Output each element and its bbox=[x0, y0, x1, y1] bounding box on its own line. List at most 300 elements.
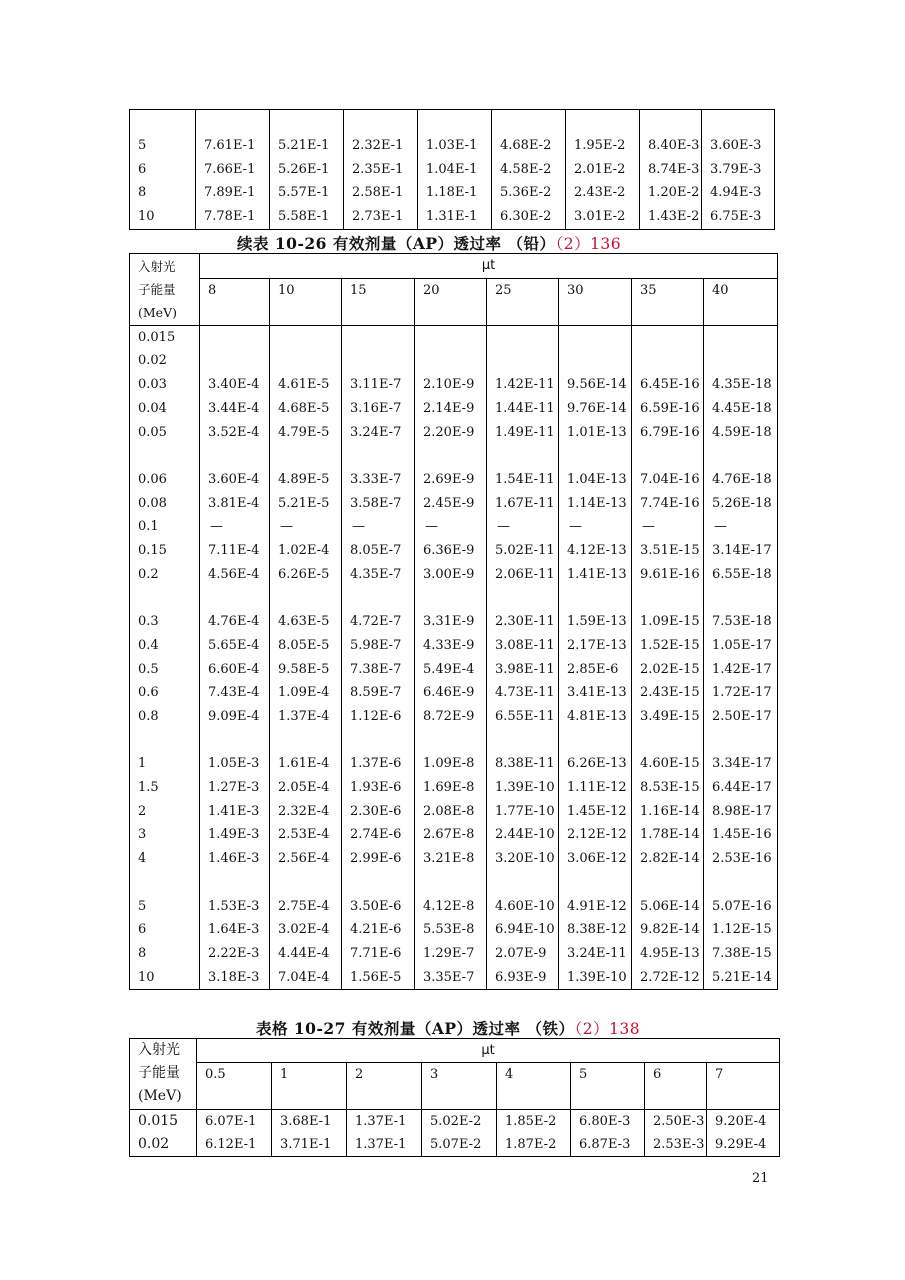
value-cell: 3.21E-8 bbox=[415, 847, 487, 871]
value-cell: 7.04E-4 bbox=[270, 966, 342, 990]
table-row bbox=[130, 563, 778, 587]
value-cell: 1.18E-1 bbox=[418, 181, 492, 205]
value-cell: 4.35E-7 bbox=[342, 563, 415, 587]
value-cell: 9.20E-4 bbox=[707, 1110, 780, 1134]
value-cell bbox=[559, 349, 632, 373]
value-cell: 3.35E-7 bbox=[415, 966, 487, 990]
value-cell: 3.60E-4 bbox=[200, 468, 270, 492]
column-header: 35 bbox=[632, 278, 704, 325]
value-cell bbox=[270, 325, 342, 349]
value-cell: 6.46E-9 bbox=[415, 681, 487, 705]
value-cell: 2.30E-11 bbox=[487, 610, 559, 634]
column-header: 4 bbox=[497, 1063, 571, 1110]
value-cell: 4.21E-6 bbox=[342, 918, 415, 942]
value-cell: 2.35E-1 bbox=[344, 158, 418, 182]
lead-transmission-table bbox=[129, 253, 778, 990]
value-cell: 9.58E-5 bbox=[270, 658, 342, 682]
value-cell: 4.35E-18 bbox=[704, 373, 778, 397]
value-cell: 1.49E-11 bbox=[487, 421, 559, 445]
value-cell: 1.09E-8 bbox=[415, 752, 487, 776]
value-cell: 6.12E-1 bbox=[197, 1133, 272, 1157]
table-row bbox=[130, 205, 775, 229]
value-cell: 1.77E-10 bbox=[487, 800, 559, 824]
value-cell bbox=[270, 349, 342, 373]
value-cell bbox=[415, 349, 487, 373]
value-cell: 4.12E-13 bbox=[559, 539, 632, 563]
value-cell: 2.07E-9 bbox=[487, 942, 559, 966]
table-10-26 bbox=[129, 253, 778, 990]
value-cell: 3.68E-1 bbox=[272, 1110, 347, 1134]
value-cell: 8.53E-15 bbox=[632, 776, 704, 800]
column-header: 6 bbox=[645, 1063, 707, 1110]
table-continued bbox=[129, 109, 775, 230]
table-10-27 bbox=[129, 1038, 780, 1157]
value-cell: 1.37E-1 bbox=[347, 1110, 422, 1134]
value-cell: 3.40E-4 bbox=[200, 373, 270, 397]
energy-cell: 0.04 bbox=[130, 397, 200, 421]
row-header-cell bbox=[130, 254, 200, 326]
value-cell: — bbox=[704, 515, 778, 539]
table-row bbox=[130, 181, 775, 205]
value-cell: 8.05E-7 bbox=[342, 539, 415, 563]
value-cell: — bbox=[415, 515, 487, 539]
value-cell: 2.50E-3 bbox=[645, 1110, 707, 1134]
table-row bbox=[130, 942, 778, 966]
value-cell: 1.67E-11 bbox=[487, 492, 559, 516]
column-header-row bbox=[130, 278, 778, 325]
value-cell: 3.24E-11 bbox=[559, 942, 632, 966]
value-cell: 5.58E-1 bbox=[270, 205, 344, 229]
value-cell: 3.49E-15 bbox=[632, 705, 704, 729]
value-cell: 3.51E-15 bbox=[632, 539, 704, 563]
table-row bbox=[130, 1110, 780, 1134]
group-spacer bbox=[130, 444, 778, 468]
value-cell: 8.98E-17 bbox=[704, 800, 778, 824]
value-cell: 5.49E-4 bbox=[415, 658, 487, 682]
value-cell: 3.81E-4 bbox=[200, 492, 270, 516]
value-cell: 2.73E-1 bbox=[344, 205, 418, 229]
value-cell: 1.11E-12 bbox=[559, 776, 632, 800]
row-header-line: (MeV) bbox=[138, 1088, 182, 1104]
value-cell: 1.56E-5 bbox=[342, 966, 415, 990]
value-cell: 6.80E-3 bbox=[571, 1110, 645, 1134]
energy-cell: 10 bbox=[130, 966, 200, 990]
value-cell bbox=[415, 325, 487, 349]
value-cell: 3.08E-11 bbox=[487, 634, 559, 658]
value-cell: 2.22E-3 bbox=[200, 942, 270, 966]
energy-cell: 1.5 bbox=[130, 776, 200, 800]
value-cell: 2.75E-4 bbox=[270, 895, 342, 919]
table-row bbox=[130, 776, 778, 800]
value-cell: 8.72E-9 bbox=[415, 705, 487, 729]
value-cell: 6.36E-9 bbox=[415, 539, 487, 563]
value-cell: 3.44E-4 bbox=[200, 397, 270, 421]
header-row bbox=[130, 1039, 780, 1063]
value-cell: 9.61E-16 bbox=[632, 563, 704, 587]
value-cell: 1.09E-4 bbox=[270, 681, 342, 705]
energy-cell: 5 bbox=[130, 134, 196, 158]
value-cell: 6.94E-10 bbox=[487, 918, 559, 942]
value-cell: 5.98E-7 bbox=[342, 634, 415, 658]
value-cell: 4.59E-18 bbox=[704, 421, 778, 445]
value-cell: — bbox=[342, 515, 415, 539]
column-header: 25 bbox=[487, 278, 559, 325]
value-cell: 6.87E-3 bbox=[571, 1133, 645, 1157]
table-row bbox=[130, 468, 778, 492]
value-cell: 4.68E-2 bbox=[492, 134, 566, 158]
value-cell bbox=[487, 349, 559, 373]
group-spacer bbox=[130, 871, 778, 895]
value-cell: 4.91E-12 bbox=[559, 895, 632, 919]
column-header: 15 bbox=[342, 278, 415, 325]
table-row bbox=[130, 158, 775, 182]
table-row bbox=[130, 134, 775, 158]
value-cell: 1.01E-13 bbox=[559, 421, 632, 445]
table-row bbox=[130, 918, 778, 942]
value-cell: 2.53E-4 bbox=[270, 823, 342, 847]
energy-cell: 6 bbox=[130, 918, 200, 942]
value-cell: 6.26E-13 bbox=[559, 752, 632, 776]
value-cell: 2.20E-9 bbox=[415, 421, 487, 445]
value-cell: 3.02E-4 bbox=[270, 918, 342, 942]
energy-cell: 0.2 bbox=[130, 563, 200, 587]
value-cell: 3.50E-6 bbox=[342, 895, 415, 919]
value-cell: 1.93E-6 bbox=[342, 776, 415, 800]
table-row bbox=[130, 421, 778, 445]
table-10-26-caption bbox=[237, 232, 621, 254]
value-cell: 2.17E-13 bbox=[559, 634, 632, 658]
value-cell: 6.60E-4 bbox=[200, 658, 270, 682]
value-cell: 1.52E-15 bbox=[632, 634, 704, 658]
energy-cell: 0.8 bbox=[130, 705, 200, 729]
value-cell: 3.41E-13 bbox=[559, 681, 632, 705]
value-cell: 6.93E-9 bbox=[487, 966, 559, 990]
energy-cell: 8 bbox=[130, 942, 200, 966]
mu-t-header: μt bbox=[200, 254, 778, 279]
page-number: 21 bbox=[752, 1171, 769, 1186]
group-spacer bbox=[130, 586, 778, 610]
column-header: 20 bbox=[415, 278, 487, 325]
value-cell: 1.05E-17 bbox=[704, 634, 778, 658]
value-cell: 1.20E-2 bbox=[640, 181, 702, 205]
value-cell: 5.26E-1 bbox=[270, 158, 344, 182]
value-cell: 4.63E-5 bbox=[270, 610, 342, 634]
value-cell: 4.56E-4 bbox=[200, 563, 270, 587]
value-cell: 4.68E-5 bbox=[270, 397, 342, 421]
energy-cell: 8 bbox=[130, 181, 196, 205]
energy-cell: 0.02 bbox=[130, 1133, 197, 1157]
value-cell: 3.31E-9 bbox=[415, 610, 487, 634]
column-header-row bbox=[130, 1063, 780, 1110]
value-cell: 1.41E-3 bbox=[200, 800, 270, 824]
value-cell: 2.12E-12 bbox=[559, 823, 632, 847]
value-cell: 5.02E-11 bbox=[487, 539, 559, 563]
value-cell: 3.58E-7 bbox=[342, 492, 415, 516]
table-row bbox=[130, 966, 778, 990]
value-cell bbox=[704, 325, 778, 349]
value-cell: 5.06E-14 bbox=[632, 895, 704, 919]
value-cell: 3.00E-9 bbox=[415, 563, 487, 587]
value-cell: 9.76E-14 bbox=[559, 397, 632, 421]
value-cell: 7.78E-1 bbox=[196, 205, 270, 229]
value-cell: 3.18E-3 bbox=[200, 966, 270, 990]
energy-cell: 4 bbox=[130, 847, 200, 871]
value-cell: — bbox=[487, 515, 559, 539]
value-cell: 2.72E-12 bbox=[632, 966, 704, 990]
energy-cell: 0.5 bbox=[130, 658, 200, 682]
value-cell: 2.30E-6 bbox=[342, 800, 415, 824]
value-cell: 6.44E-17 bbox=[704, 776, 778, 800]
value-cell: — bbox=[200, 515, 270, 539]
value-cell: 2.43E-2 bbox=[566, 181, 640, 205]
value-cell: 1.04E-13 bbox=[559, 468, 632, 492]
table-row bbox=[130, 634, 778, 658]
value-cell: 1.42E-11 bbox=[487, 373, 559, 397]
value-cell: 3.52E-4 bbox=[200, 421, 270, 445]
value-cell: 2.10E-9 bbox=[415, 373, 487, 397]
value-cell: 4.79E-5 bbox=[270, 421, 342, 445]
value-cell: 1.42E-17 bbox=[704, 658, 778, 682]
value-cell: 4.95E-13 bbox=[632, 942, 704, 966]
value-cell bbox=[704, 349, 778, 373]
column-header: 1 bbox=[272, 1063, 347, 1110]
value-cell: 1.78E-14 bbox=[632, 823, 704, 847]
caption-reference: （2）136 bbox=[555, 235, 622, 253]
table-row bbox=[130, 800, 778, 824]
transmission-table-continued bbox=[129, 109, 775, 230]
column-header: 5 bbox=[571, 1063, 645, 1110]
value-cell: 1.46E-3 bbox=[200, 847, 270, 871]
value-cell: 8.59E-7 bbox=[342, 681, 415, 705]
energy-cell: 0.02 bbox=[130, 349, 200, 373]
value-cell: 1.16E-14 bbox=[632, 800, 704, 824]
value-cell: 2.67E-8 bbox=[415, 823, 487, 847]
value-cell: 5.26E-18 bbox=[704, 492, 778, 516]
value-cell: 2.05E-4 bbox=[270, 776, 342, 800]
value-cell bbox=[342, 325, 415, 349]
value-cell: 1.02E-4 bbox=[270, 539, 342, 563]
value-cell: 6.26E-5 bbox=[270, 563, 342, 587]
value-cell: 3.20E-10 bbox=[487, 847, 559, 871]
value-cell: 1.43E-2 bbox=[640, 205, 702, 229]
value-cell: 6.55E-18 bbox=[704, 563, 778, 587]
value-cell: 1.87E-2 bbox=[497, 1133, 571, 1157]
value-cell: 4.76E-18 bbox=[704, 468, 778, 492]
value-cell: 1.37E-6 bbox=[342, 752, 415, 776]
caption-text: 表格 10-27 有效剂量（AP）透过率 （铁） bbox=[256, 1019, 575, 1038]
table-row bbox=[130, 705, 778, 729]
value-cell: 1.04E-1 bbox=[418, 158, 492, 182]
value-cell: 1.12E-15 bbox=[704, 918, 778, 942]
column-header: 7 bbox=[707, 1063, 780, 1110]
value-cell: 4.44E-4 bbox=[270, 942, 342, 966]
column-header: 2 bbox=[347, 1063, 422, 1110]
value-cell: 2.69E-9 bbox=[415, 468, 487, 492]
column-header: 10 bbox=[270, 278, 342, 325]
value-cell: 1.64E-3 bbox=[200, 918, 270, 942]
row-header-cell bbox=[130, 1039, 197, 1110]
value-cell: 5.57E-1 bbox=[270, 181, 344, 205]
value-cell: 2.06E-11 bbox=[487, 563, 559, 587]
value-cell: 2.56E-4 bbox=[270, 847, 342, 871]
value-cell: 6.55E-11 bbox=[487, 705, 559, 729]
value-cell: 7.38E-7 bbox=[342, 658, 415, 682]
caption-reference: （2）138 bbox=[574, 1020, 641, 1038]
energy-cell: 0.4 bbox=[130, 634, 200, 658]
table-row bbox=[130, 895, 778, 919]
value-cell bbox=[342, 349, 415, 373]
value-cell: 5.02E-2 bbox=[422, 1110, 497, 1134]
caption-text: 续表 10-26 有效剂量（AP）透过率 （铅） bbox=[237, 234, 556, 253]
energy-cell: 10 bbox=[130, 205, 196, 229]
value-cell: 5.36E-2 bbox=[492, 181, 566, 205]
value-cell: 3.16E-7 bbox=[342, 397, 415, 421]
value-cell: 6.75E-3 bbox=[702, 205, 775, 229]
column-header: 0.5 bbox=[197, 1063, 272, 1110]
value-cell: 3.79E-3 bbox=[702, 158, 775, 182]
value-cell: 4.81E-13 bbox=[559, 705, 632, 729]
table-row bbox=[130, 681, 778, 705]
value-cell: 4.94E-3 bbox=[702, 181, 775, 205]
value-cell bbox=[200, 349, 270, 373]
table-row bbox=[130, 752, 778, 776]
energy-cell: 0.015 bbox=[130, 325, 200, 349]
energy-cell: 0.15 bbox=[130, 539, 200, 563]
value-cell: 7.43E-4 bbox=[200, 681, 270, 705]
value-cell: 1.39E-10 bbox=[487, 776, 559, 800]
value-cell: 1.29E-7 bbox=[415, 942, 487, 966]
value-cell: 3.34E-17 bbox=[704, 752, 778, 776]
value-cell: 1.72E-17 bbox=[704, 681, 778, 705]
value-cell: 4.60E-10 bbox=[487, 895, 559, 919]
value-cell: 6.30E-2 bbox=[492, 205, 566, 229]
energy-cell: 0.03 bbox=[130, 373, 200, 397]
value-cell: 4.45E-18 bbox=[704, 397, 778, 421]
value-cell: 3.71E-1 bbox=[272, 1133, 347, 1157]
value-cell: 2.99E-6 bbox=[342, 847, 415, 871]
value-cell: 1.53E-3 bbox=[200, 895, 270, 919]
energy-cell: 5 bbox=[130, 895, 200, 919]
value-cell: 1.12E-6 bbox=[342, 705, 415, 729]
value-cell: 1.37E-4 bbox=[270, 705, 342, 729]
value-cell: 5.21E-14 bbox=[704, 966, 778, 990]
value-cell: 8.74E-3 bbox=[640, 158, 702, 182]
energy-cell: 1 bbox=[130, 752, 200, 776]
table-row bbox=[130, 658, 778, 682]
value-cell: 1.09E-15 bbox=[632, 610, 704, 634]
value-cell bbox=[200, 325, 270, 349]
table-row bbox=[130, 1133, 780, 1157]
value-cell: 6.07E-1 bbox=[197, 1110, 272, 1134]
energy-cell: 0.08 bbox=[130, 492, 200, 516]
row-header-line: 入射光 bbox=[138, 259, 176, 274]
energy-cell: 0.3 bbox=[130, 610, 200, 634]
value-cell: 9.09E-4 bbox=[200, 705, 270, 729]
value-cell: — bbox=[632, 515, 704, 539]
iron-transmission-table bbox=[129, 1038, 780, 1157]
value-cell: 7.74E-16 bbox=[632, 492, 704, 516]
table-row bbox=[130, 823, 778, 847]
energy-cell: 3 bbox=[130, 823, 200, 847]
value-cell: 1.61E-4 bbox=[270, 752, 342, 776]
table-row bbox=[130, 539, 778, 563]
value-cell: 5.53E-8 bbox=[415, 918, 487, 942]
value-cell: 6.79E-16 bbox=[632, 421, 704, 445]
value-cell: 2.53E-16 bbox=[704, 847, 778, 871]
value-cell: 1.39E-10 bbox=[559, 966, 632, 990]
mu-t-header: μt bbox=[197, 1039, 780, 1063]
value-cell: 4.72E-7 bbox=[342, 610, 415, 634]
value-cell: 1.41E-13 bbox=[559, 563, 632, 587]
energy-cell: 0.015 bbox=[130, 1110, 197, 1134]
value-cell: 8.38E-11 bbox=[487, 752, 559, 776]
value-cell: 1.49E-3 bbox=[200, 823, 270, 847]
value-cell: 9.82E-14 bbox=[632, 918, 704, 942]
value-cell: 2.14E-9 bbox=[415, 397, 487, 421]
energy-cell: 0.05 bbox=[130, 421, 200, 445]
value-cell: — bbox=[270, 515, 342, 539]
value-cell: 9.56E-14 bbox=[559, 373, 632, 397]
value-cell: 1.54E-11 bbox=[487, 468, 559, 492]
value-cell: 5.07E-16 bbox=[704, 895, 778, 919]
value-cell: 2.85E-6 bbox=[559, 658, 632, 682]
value-cell: 4.58E-2 bbox=[492, 158, 566, 182]
value-cell: 1.31E-1 bbox=[418, 205, 492, 229]
energy-cell: 2 bbox=[130, 800, 200, 824]
value-cell: 9.29E-4 bbox=[707, 1133, 780, 1157]
table-row bbox=[130, 397, 778, 421]
table-row bbox=[130, 610, 778, 634]
value-cell bbox=[559, 325, 632, 349]
value-cell bbox=[487, 325, 559, 349]
value-cell: 3.24E-7 bbox=[342, 421, 415, 445]
value-cell bbox=[632, 349, 704, 373]
value-cell: 1.45E-12 bbox=[559, 800, 632, 824]
value-cell: 4.33E-9 bbox=[415, 634, 487, 658]
value-cell: 4.60E-15 bbox=[632, 752, 704, 776]
value-cell: 2.53E-3 bbox=[645, 1133, 707, 1157]
table-row bbox=[130, 349, 778, 373]
row-header-line: (MeV) bbox=[138, 305, 177, 320]
table-row bbox=[130, 492, 778, 516]
value-cell: 5.07E-2 bbox=[422, 1133, 497, 1157]
table-row bbox=[130, 515, 778, 539]
energy-cell: 0.6 bbox=[130, 681, 200, 705]
value-cell: 1.59E-13 bbox=[559, 610, 632, 634]
value-cell: 2.82E-14 bbox=[632, 847, 704, 871]
spacer-row bbox=[130, 110, 775, 135]
value-cell: 2.32E-1 bbox=[344, 134, 418, 158]
header-row bbox=[130, 254, 778, 279]
value-cell: 4.73E-11 bbox=[487, 681, 559, 705]
column-header: 8 bbox=[200, 278, 270, 325]
value-cell: 5.21E-1 bbox=[270, 134, 344, 158]
value-cell: 7.53E-18 bbox=[704, 610, 778, 634]
energy-cell: 0.06 bbox=[130, 468, 200, 492]
table-row bbox=[130, 847, 778, 871]
value-cell: 7.66E-1 bbox=[196, 158, 270, 182]
energy-cell: 6 bbox=[130, 158, 196, 182]
value-cell: 6.59E-16 bbox=[632, 397, 704, 421]
table-row bbox=[130, 373, 778, 397]
value-cell: 3.11E-7 bbox=[342, 373, 415, 397]
value-cell: 2.32E-4 bbox=[270, 800, 342, 824]
value-cell: 1.44E-11 bbox=[487, 397, 559, 421]
value-cell: 4.89E-5 bbox=[270, 468, 342, 492]
row-header-line: 子能量 bbox=[138, 1065, 180, 1081]
value-cell: 2.45E-9 bbox=[415, 492, 487, 516]
value-cell: 1.27E-3 bbox=[200, 776, 270, 800]
